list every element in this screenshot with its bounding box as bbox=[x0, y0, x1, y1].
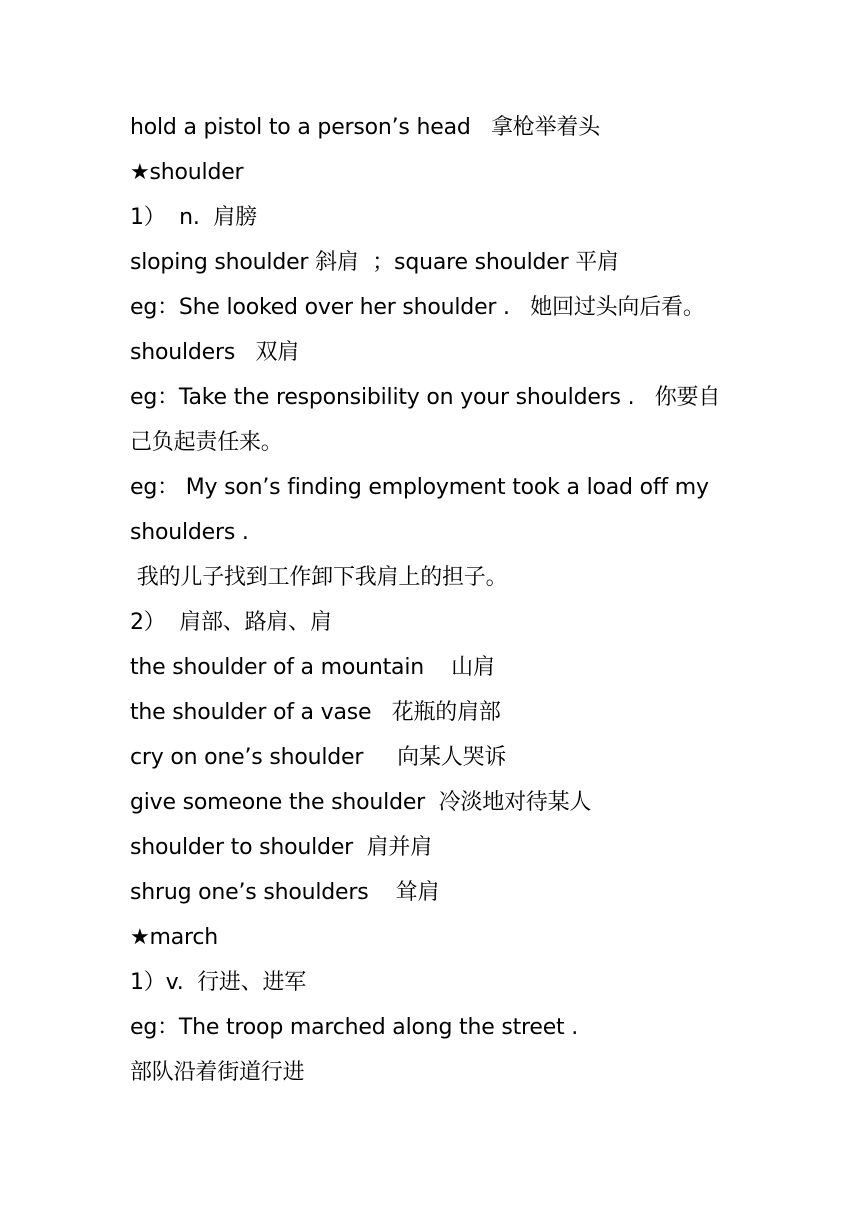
document-body bbox=[130, 105, 740, 1095]
example-looked-over-shoulder: eg：She looked over her shoulder . 她回过头向后看。 bbox=[130, 295, 705, 320]
sense-1-noun: 1） n. 肩膀 bbox=[130, 205, 257, 230]
entry-heading-shoulder: ★shoulder bbox=[130, 160, 244, 185]
example-responsibility: eg：Take the responsibility on your shoulders . 你要自 bbox=[130, 385, 721, 410]
sense-2: 2） 肩部、路肩、肩 bbox=[130, 610, 332, 635]
example-troop-marched-translation: 部队沿着街道行进 bbox=[130, 1060, 305, 1085]
phrase-give-shoulder: give someone the shoulder 冷淡地对待某人 bbox=[130, 790, 592, 815]
phrase-hold-pistol: hold a pistol to a person’s head 拿枪举着头 bbox=[130, 115, 600, 140]
phrase-sloping-square-shoulder: sloping shoulder 斜肩 ；square shoulder 平肩 bbox=[130, 250, 619, 275]
example-troop-marched: eg：The troop marched along the street . bbox=[130, 1015, 579, 1040]
phrase-shoulder-of-mountain: the shoulder of a mountain 山肩 bbox=[130, 655, 495, 680]
phrase-cry-on-shoulder: cry on one’s shoulder 向某人哭诉 bbox=[130, 745, 507, 770]
phrase-shoulders: shoulders 双肩 bbox=[130, 340, 300, 365]
phrase-shoulder-to-shoulder: shoulder to shoulder 肩并肩 bbox=[130, 835, 432, 860]
example-son-employment: eg： My son’s finding employment took a load off my bbox=[130, 475, 709, 500]
sense-1-verb: 1）v. 行进、进军 bbox=[130, 970, 307, 995]
example-son-employment-cont: shoulders . bbox=[130, 520, 249, 545]
example-responsibility-translation-cont: 己负起责任来。 bbox=[130, 430, 283, 455]
example-son-employment-translation: 我的儿子找到工作卸下我肩上的担子。 bbox=[130, 565, 508, 590]
phrase-shoulder-of-vase: the shoulder of a vase 花瓶的肩部 bbox=[130, 700, 501, 725]
phrase-shrug-shoulders: shrug one’s shoulders 耸肩 bbox=[130, 880, 440, 905]
entry-heading-march: ★march bbox=[130, 925, 219, 950]
